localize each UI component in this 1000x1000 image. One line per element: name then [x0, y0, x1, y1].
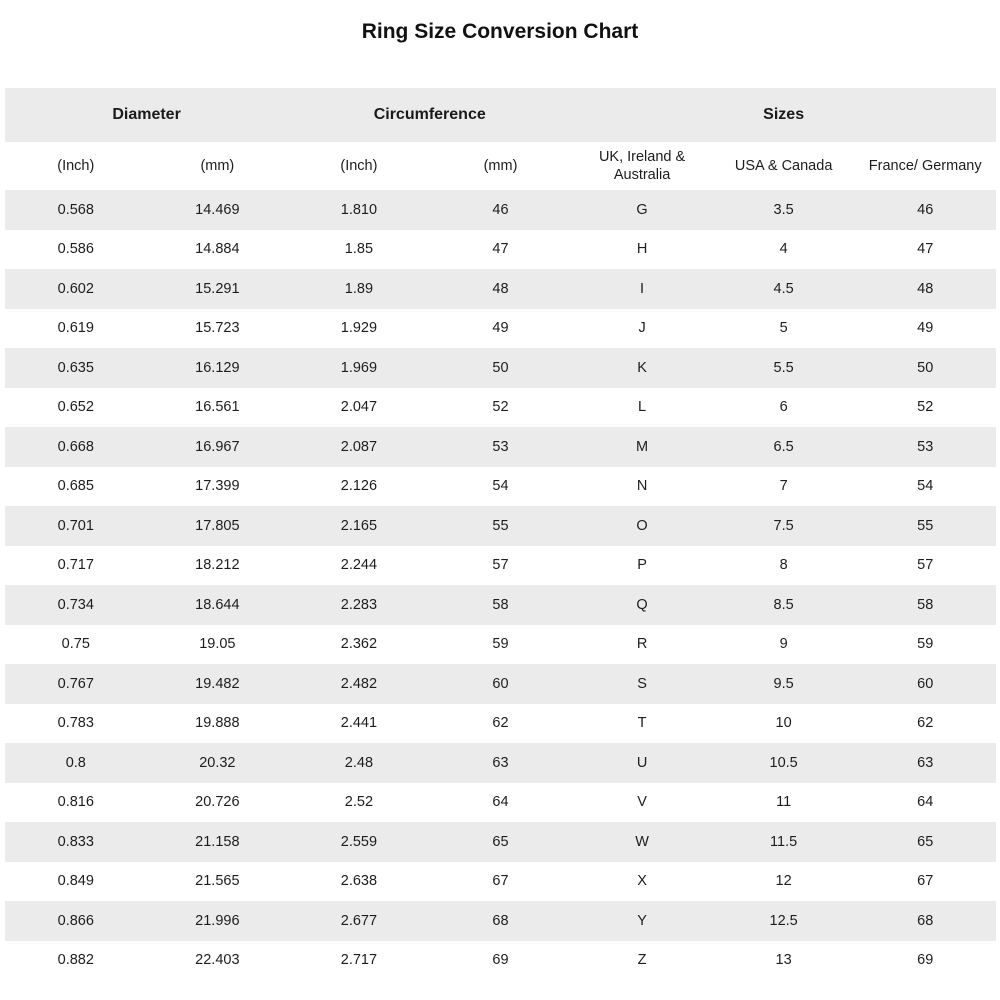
table-cell: 46 — [492, 201, 509, 218]
table-cell: V — [637, 794, 647, 811]
table-row — [5, 309, 996, 349]
table-cell: W — [635, 833, 649, 850]
table-cell: 49 — [917, 320, 934, 337]
table-row — [5, 625, 996, 665]
table-cell: 63 — [917, 754, 934, 771]
table-row — [5, 783, 996, 823]
table-cell: 9.5 — [773, 675, 794, 692]
table-row — [5, 348, 996, 388]
column-header-diameter-mm: (mm) — [147, 142, 289, 190]
column-header-row — [5, 142, 996, 190]
table-cell: 47 — [492, 241, 509, 258]
table-cell: 12 — [775, 873, 792, 890]
table-cell: 0.652 — [57, 399, 94, 416]
table-row — [5, 664, 996, 704]
table-row — [5, 427, 996, 467]
table-cell: 0.783 — [57, 715, 94, 732]
table-cell: 18.212 — [195, 557, 240, 574]
table-cell: 52 — [492, 399, 509, 416]
table-cell: T — [637, 715, 647, 732]
table-cell: 2.283 — [340, 596, 378, 613]
table-cell: 57 — [492, 557, 509, 574]
table-cell: O — [636, 517, 648, 534]
table-cell: 12.5 — [769, 912, 798, 929]
table-header — [5, 88, 996, 190]
group-header-row — [5, 88, 996, 142]
table-row — [5, 941, 996, 981]
table-cell: 4.5 — [773, 280, 794, 297]
table-cell: 21.996 — [195, 912, 240, 929]
table-row — [5, 585, 996, 625]
table-cell: 0.882 — [57, 952, 94, 969]
column-header-usa-canada: USA & Canada — [713, 142, 855, 190]
table-cell: 65 — [492, 833, 509, 850]
table-cell: 6 — [779, 399, 788, 416]
table-cell: 0.75 — [61, 636, 90, 653]
table-cell: 7 — [779, 478, 788, 495]
table-cell: 58 — [492, 596, 509, 613]
table-cell: 19.888 — [195, 715, 240, 732]
table-row — [5, 901, 996, 941]
table-body — [5, 190, 996, 980]
table-row — [5, 822, 996, 862]
table-cell: 1.929 — [340, 320, 378, 337]
column-header-france-germany: France/ Germany — [854, 142, 996, 190]
table-cell: L — [638, 399, 647, 416]
table-cell: 7.5 — [773, 517, 794, 534]
table-cell: 67 — [492, 873, 509, 890]
table-row — [5, 546, 996, 586]
table-cell: J — [638, 320, 646, 337]
table-cell: 0.586 — [57, 241, 94, 258]
table-cell: 60 — [917, 675, 934, 692]
table-cell: 0.717 — [57, 557, 94, 574]
table-row — [5, 190, 996, 230]
table-cell: U — [636, 754, 648, 771]
table-cell: G — [636, 201, 648, 218]
table-cell: 2.482 — [340, 675, 378, 692]
table-cell: 4 — [779, 241, 788, 258]
table-cell: 48 — [917, 280, 934, 297]
table-cell: 0.767 — [57, 675, 94, 692]
table-cell: 2.52 — [344, 794, 374, 811]
table-cell: 64 — [917, 794, 934, 811]
table-cell: 69 — [917, 952, 934, 969]
table-cell: 58 — [917, 596, 934, 613]
table-row — [5, 388, 996, 428]
table-cell: 11.5 — [770, 833, 798, 850]
table-cell: 10 — [775, 715, 792, 732]
table-row — [5, 704, 996, 744]
table-row — [5, 862, 996, 902]
table-cell: 17.399 — [195, 478, 240, 495]
table-cell: 64 — [492, 794, 509, 811]
table-cell: 0.816 — [57, 794, 94, 811]
table-cell: 0.701 — [57, 517, 94, 534]
table-cell: 20.32 — [199, 754, 236, 771]
table-cell: 14.884 — [195, 241, 240, 258]
table-cell: 2.48 — [344, 754, 374, 771]
table-cell: Q — [636, 596, 648, 613]
table-cell: 19.482 — [195, 675, 240, 692]
table-cell: 59 — [917, 636, 934, 653]
table-cell: 15.723 — [195, 320, 240, 337]
column-header-circumference-mm: (mm) — [430, 142, 572, 190]
table-cell: 2.441 — [340, 715, 378, 732]
table-cell: 2.087 — [340, 438, 378, 455]
table-cell: 9 — [779, 636, 788, 653]
table-cell: 55 — [492, 517, 509, 534]
table-cell: H — [636, 241, 648, 258]
table-cell: 10.5 — [769, 754, 798, 771]
table-cell: 20.726 — [195, 794, 240, 811]
table-cell: 5.5 — [773, 359, 794, 376]
table-cell: N — [636, 478, 648, 495]
table-cell: 50 — [492, 359, 509, 376]
table-cell: Y — [637, 912, 647, 929]
column-header-uk-ireland-australia: UK, Ireland & Australia — [571, 142, 713, 190]
page — [0, 20, 1000, 1000]
table-cell: 47 — [917, 241, 934, 258]
table-cell: 57 — [917, 557, 934, 574]
table-cell: 2.362 — [340, 636, 378, 653]
table-cell: 17.805 — [195, 517, 240, 534]
table-cell: 54 — [492, 478, 509, 495]
table-cell: 14.469 — [195, 201, 240, 218]
table-cell: 2.047 — [340, 399, 378, 416]
table-cell: 69 — [492, 952, 509, 969]
table-cell: 53 — [917, 438, 934, 455]
column-header-circumference-inch: (Inch) — [288, 142, 430, 190]
table-cell: 62 — [492, 715, 509, 732]
table-cell: 54 — [917, 478, 934, 495]
table-cell: S — [637, 675, 647, 692]
table-cell: 8 — [779, 557, 788, 574]
table-cell: 1.85 — [344, 241, 374, 258]
table-cell: 2.677 — [340, 912, 378, 929]
table-row — [5, 467, 996, 507]
table-cell: 16.967 — [195, 438, 240, 455]
table-cell: 2.126 — [340, 478, 378, 495]
table-cell: X — [637, 873, 647, 890]
table-cell: 0.602 — [57, 280, 94, 297]
table-row — [5, 269, 996, 309]
table-cell: 21.565 — [195, 873, 240, 890]
table-row — [5, 230, 996, 270]
table-cell: 53 — [492, 438, 509, 455]
table-cell: 0.734 — [57, 596, 94, 613]
table-cell: 2.244 — [340, 557, 378, 574]
table-cell: R — [636, 636, 648, 653]
table-cell: 2.638 — [340, 873, 378, 890]
ring-size-conversion-table — [5, 88, 996, 980]
table-cell: 18.644 — [195, 596, 240, 613]
table-cell: 2.559 — [340, 833, 378, 850]
table-cell: 22.403 — [195, 952, 240, 969]
table-cell: 15.291 — [195, 280, 240, 297]
table-cell: 62 — [917, 715, 934, 732]
table-cell: 0.833 — [57, 833, 94, 850]
table-cell: 0.866 — [57, 912, 94, 929]
table-cell: 1.810 — [340, 201, 378, 218]
table-cell: 6.5 — [773, 438, 794, 455]
table-cell: P — [637, 557, 647, 574]
table-cell: K — [637, 359, 647, 376]
table-cell: 0.668 — [57, 438, 94, 455]
table-cell: 67 — [917, 873, 934, 890]
group-header-sizes: Sizes — [571, 88, 996, 142]
table-cell: 0.8 — [65, 754, 86, 771]
table-cell: 0.619 — [57, 320, 94, 337]
table-cell: 2.165 — [340, 517, 378, 534]
table-cell: 16.129 — [195, 359, 240, 376]
table-cell: 52 — [917, 399, 934, 416]
table-cell: 2.717 — [340, 952, 378, 969]
table-cell: M — [636, 438, 649, 455]
table-cell: 1.89 — [344, 280, 374, 297]
table-cell: 0.685 — [57, 478, 94, 495]
table-cell: 8.5 — [773, 596, 794, 613]
table-cell: 50 — [917, 359, 934, 376]
table-cell: 0.849 — [57, 873, 94, 890]
table-cell: 65 — [917, 833, 934, 850]
group-header-diameter: Diameter — [5, 88, 288, 142]
table-cell: 68 — [492, 912, 509, 929]
table-cell: 59 — [492, 636, 509, 653]
table-cell: I — [640, 280, 645, 297]
table-cell: 11 — [776, 794, 792, 811]
table-cell: 68 — [917, 912, 934, 929]
table-cell: Z — [637, 952, 647, 969]
column-header-diameter-inch: (Inch) — [5, 142, 147, 190]
table-cell: 48 — [492, 280, 509, 297]
table-cell: 0.568 — [57, 201, 94, 218]
table-cell: 0.635 — [57, 359, 94, 376]
table-cell: 63 — [492, 754, 509, 771]
page-title: Ring Size Conversion Chart — [361, 20, 639, 43]
table-row — [5, 743, 996, 783]
table-row — [5, 506, 996, 546]
table-cell: 46 — [917, 201, 934, 218]
table-cell: 21.158 — [195, 833, 240, 850]
table-cell: 5 — [779, 320, 788, 337]
table-cell: 19.05 — [199, 636, 236, 653]
table-cell: 49 — [492, 320, 509, 337]
group-header-circumference: Circumference — [288, 88, 571, 142]
table-cell: 16.561 — [195, 399, 240, 416]
table-cell: 1.969 — [340, 359, 378, 376]
table-cell: 3.5 — [773, 201, 794, 218]
table-cell: 13 — [775, 952, 792, 969]
table-cell: 60 — [492, 675, 509, 692]
table-cell: 55 — [917, 517, 934, 534]
